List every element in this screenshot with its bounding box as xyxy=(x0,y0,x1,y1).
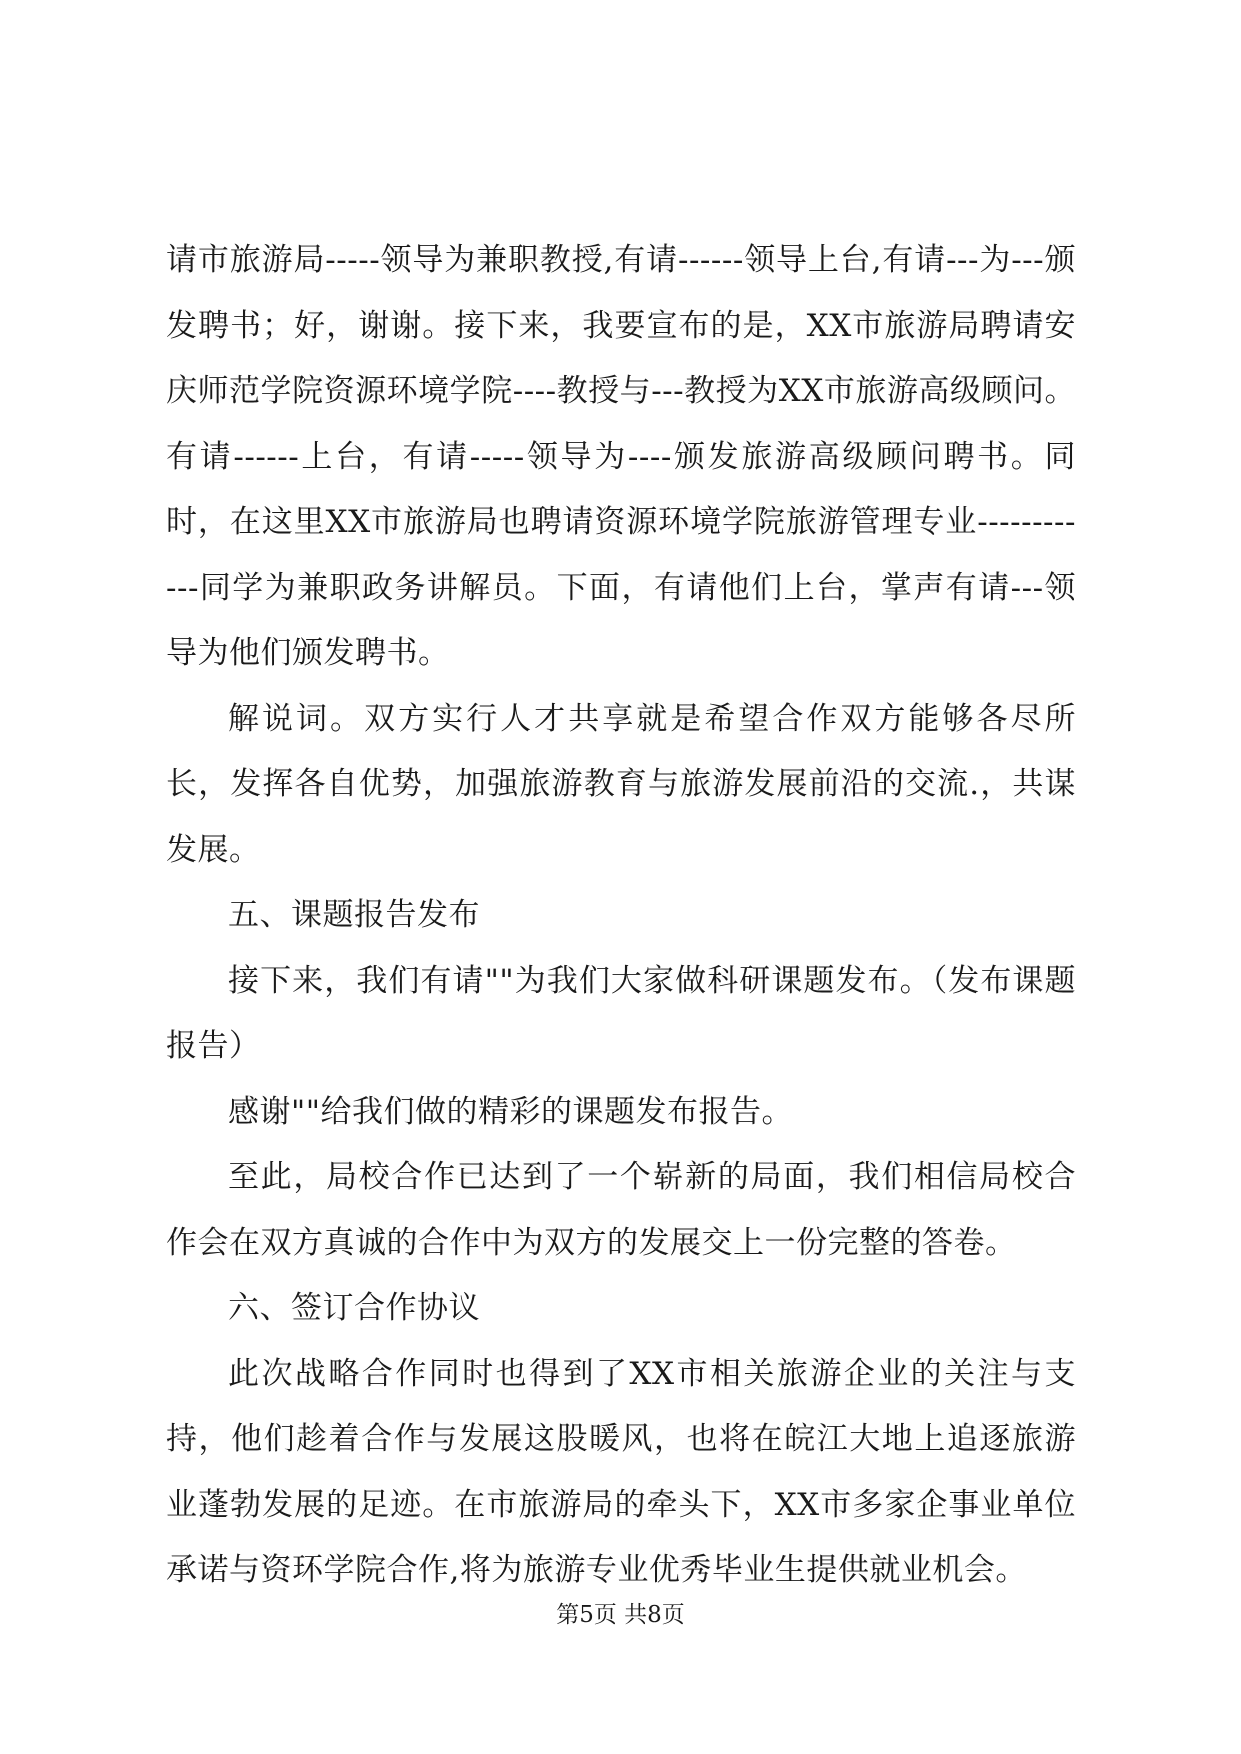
paragraph-1: 请市旅游局-----领导为兼职教授,有请------领导上台,有请---为---颁发聘书；好，谢谢。接下来，我要宣布的是，XX市旅游局聘请安庆师范学院资源环境学院----教授与---教授为XX市旅游高级顾问。有请------上台，有请-----领导为----颁发旅游高级顾问聘书。同时，在这里XX市旅游局也聘请资源环境学院旅游管理专业------------同学为兼职政务讲解员。下面，有请他们上台，掌声有请---领导为他们颁发聘书。 xyxy=(166,242,1076,671)
section-heading-6: 六、签订合作协议 xyxy=(228,1290,480,1326)
paragraph-6: 此次战略合作同时也得到了XX市相关旅游企业的关注与支持，他们趁着合作与发展这股暖风，也将在皖江大地上追逐旅游业蓬勃发展的足迹。在市旅游局的牵头下，XX市多家企事业单位承诺与资环学院合作,将为旅游专业优秀毕业生提供就业机会。 xyxy=(166,1355,1076,1588)
section-heading-5: 五、课题报告发布 xyxy=(228,897,480,933)
paragraph-3: 接下来，我们有请""为我们大家做科研课题发布。（发布课题报告） xyxy=(166,962,1076,1064)
document-body xyxy=(166,228,1076,1604)
paragraph-5: 至此，局校合作已达到了一个崭新的局面，我们相信局校合作会在双方真诚的合作中为双方的发展交上一份完整的答卷。 xyxy=(166,1159,1076,1261)
paragraph-4: 感谢""给我们做的精彩的课题发布报告。 xyxy=(228,1093,794,1130)
paragraph-2: 解说词。双方实行人才共享就是希望合作双方能够各尽所长，发挥各自优势，加强旅游教育与旅游发展前沿的交流.，共谋发展。 xyxy=(166,700,1076,868)
page-number-footer: 第5页 共8页 xyxy=(556,1602,685,1628)
